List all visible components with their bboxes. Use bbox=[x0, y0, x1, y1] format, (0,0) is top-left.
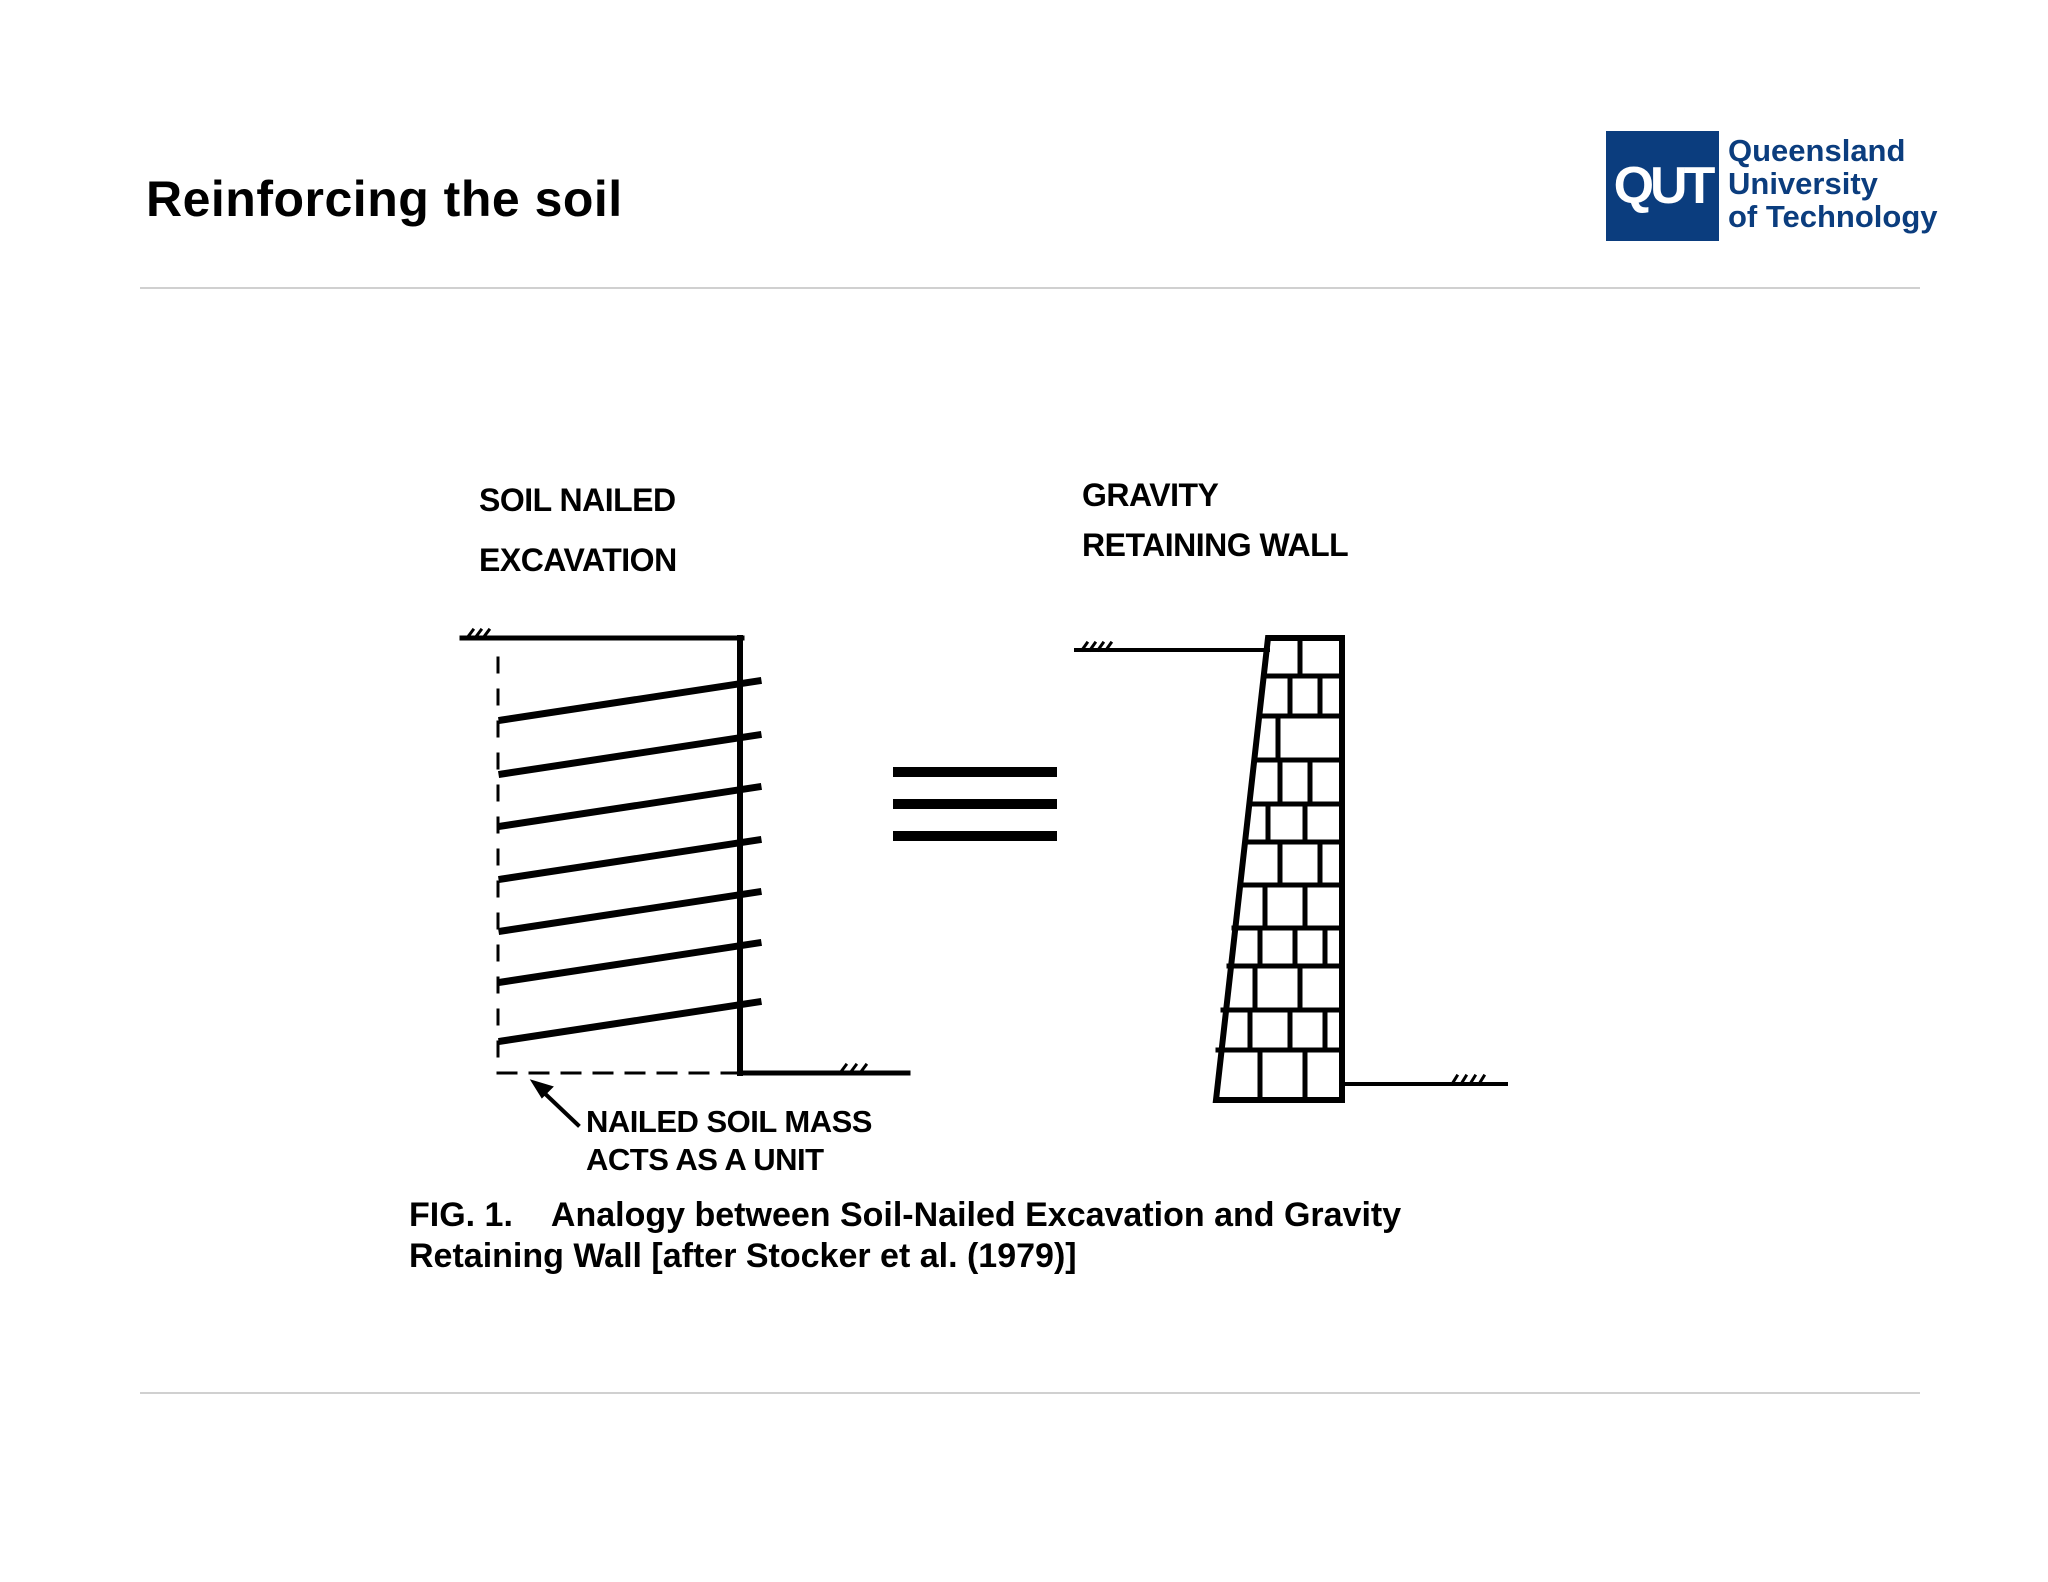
soil-nailed-excavation-label-line-1: SOIL NAILED bbox=[479, 482, 676, 518]
soil-nail-analogy-figure bbox=[380, 470, 1580, 1340]
soil-nail-7 bbox=[502, 1002, 758, 1041]
gravity-retaining-wall-label bbox=[1082, 470, 1348, 570]
soil-nailed-excavation-label-line-2: EXCAVATION bbox=[479, 542, 677, 578]
header-divider bbox=[140, 287, 1920, 289]
logo-line-2: University bbox=[1728, 166, 1878, 201]
figure-number: FIG. 1. bbox=[409, 1196, 513, 1234]
soil-nail-6 bbox=[502, 943, 758, 982]
nailed-soil-mass-label-line-2: ACTS AS A UNIT bbox=[586, 1142, 824, 1177]
gravity-retaining-wall-label-line-2: RETAINING WALL bbox=[1082, 527, 1349, 563]
figure-caption bbox=[409, 1195, 1401, 1277]
soil-nail-1 bbox=[502, 681, 758, 720]
soil-nail-5 bbox=[502, 892, 758, 931]
gravity-retaining-wall-label-line-1: GRAVITY bbox=[1082, 477, 1219, 513]
slide-title: Reinforcing the soil bbox=[146, 171, 623, 227]
nailed-soil-mass-label bbox=[586, 1103, 872, 1179]
figure-caption-text-1: Analogy between Soil-Nailed Excavation and Gravity bbox=[550, 1196, 1402, 1234]
arrow-head bbox=[532, 1081, 552, 1097]
wall-masonry-courses bbox=[1218, 638, 1342, 1100]
soil-nails bbox=[502, 681, 758, 1041]
equivalence-sign bbox=[898, 772, 1052, 836]
soil-nailed-excavation-label bbox=[479, 470, 677, 590]
soil-nail-4 bbox=[502, 840, 758, 879]
qut-logo-wordmark bbox=[1728, 134, 1938, 233]
soil-nail-3 bbox=[502, 787, 758, 826]
figure-caption-line-2: Retaining Wall [after Stocker et al. (1979)] bbox=[409, 1237, 1077, 1275]
footer-divider bbox=[140, 1392, 1920, 1394]
logo-line-3: of Technology bbox=[1728, 199, 1938, 234]
logo-line-1: Queensland bbox=[1728, 133, 1906, 168]
soil-nail-2 bbox=[502, 735, 758, 774]
qut-logo bbox=[1606, 131, 1976, 243]
qut-logo-mark: QUT bbox=[1606, 131, 1719, 241]
nailed-soil-mass-label-line-1: NAILED SOIL MASS bbox=[586, 1104, 872, 1139]
figure-caption-line-1 bbox=[409, 1195, 1401, 1236]
